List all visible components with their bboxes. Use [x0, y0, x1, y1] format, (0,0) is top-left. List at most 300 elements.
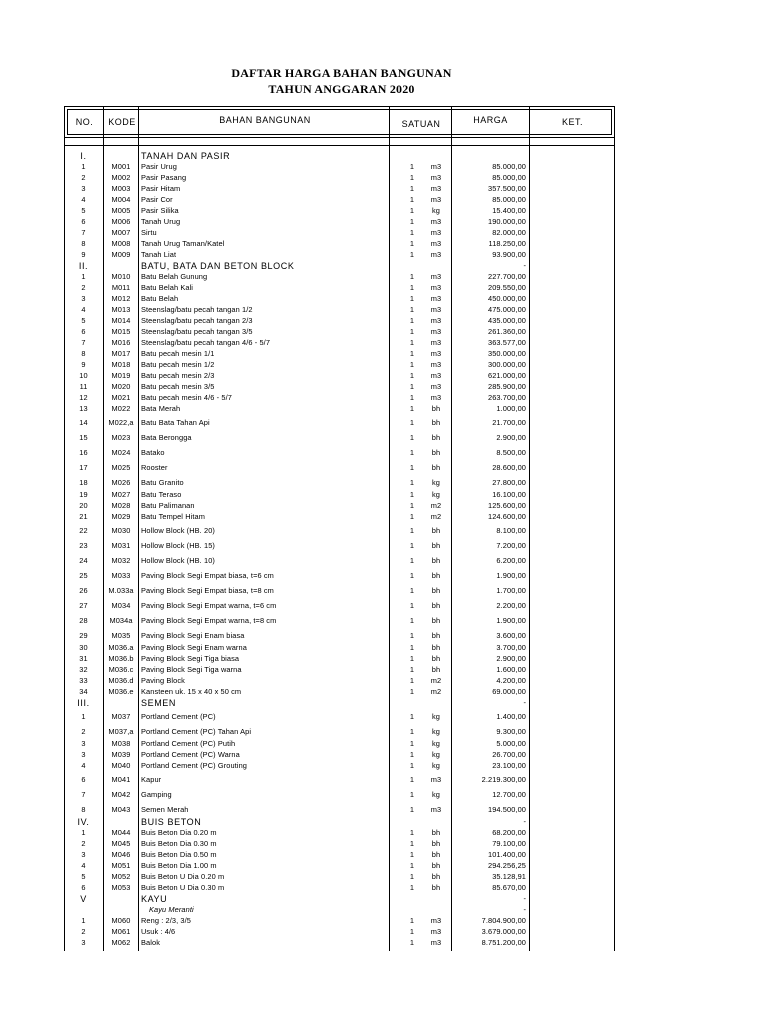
row-qty: 1	[409, 739, 415, 748]
row-qty: 1	[409, 556, 415, 565]
row-bahan: Usuk : 4/6	[141, 927, 176, 936]
row-harga: 1.900,00	[496, 616, 526, 625]
row-kode: M053	[111, 883, 131, 892]
header-no: NO.	[75, 117, 94, 127]
row-harga: 294.256,25	[488, 861, 526, 870]
row-kode: M039	[111, 750, 131, 759]
row-bahan: Buis Beton Dia 0.30 m	[141, 839, 217, 848]
row-bahan: Bata Merah	[141, 404, 181, 413]
row-satuan: bh	[431, 463, 441, 472]
row-satuan: m3	[430, 184, 442, 193]
row-harga: 125.600,00	[488, 501, 526, 510]
row-satuan: bh	[431, 654, 441, 663]
row-harga: 118.250,00	[488, 239, 526, 248]
row-bahan: TANAH DAN PASIR	[141, 151, 231, 161]
row-harga: 15.400,00	[492, 206, 526, 215]
row-bahan: Paving Block Segi Enam warna	[141, 643, 247, 652]
row-kode: M041	[111, 775, 131, 784]
row-bahan: Batu pecah mesin 4/6 - 5/7	[141, 393, 232, 402]
row-qty: 1	[409, 239, 415, 248]
row-kode: M038	[111, 739, 131, 748]
row-qty: 1	[409, 382, 415, 391]
row-no: 4	[81, 861, 86, 870]
row-satuan: bh	[431, 571, 441, 580]
row-bahan: Semen Merah	[141, 805, 189, 814]
row-satuan: bh	[431, 861, 441, 870]
row-harga: 300.000,00	[488, 360, 526, 369]
row-no: III.	[77, 698, 90, 708]
row-no: 5	[81, 206, 86, 215]
row-kode: M034a	[109, 616, 133, 625]
row-satuan: kg	[431, 712, 440, 721]
row-harga: 1.700,00	[496, 586, 526, 595]
row-bahan: Tanah Liat	[141, 250, 177, 259]
row-kode: M005	[111, 206, 131, 215]
row-qty: 1	[409, 805, 415, 814]
row-kode: M018	[111, 360, 131, 369]
row-no: 32	[79, 665, 88, 674]
row-satuan: m2	[430, 676, 442, 685]
row-no: 2	[81, 727, 86, 736]
row-kode: M035	[111, 631, 131, 640]
row-satuan: m3	[430, 162, 442, 171]
row-bahan: Batu Palimanan	[141, 501, 195, 510]
row-bahan: Hollow Block (HB. 10)	[141, 556, 215, 565]
row-qty: 1	[409, 828, 415, 837]
row-satuan: bh	[431, 418, 441, 427]
row-satuan: m3	[430, 316, 442, 325]
row-bahan: Kansteen uk. 15 x 40 x 50 cm	[141, 687, 242, 696]
row-kode: M036.a	[108, 643, 134, 652]
row-kode: M003	[111, 184, 131, 193]
row-no: 19	[79, 490, 88, 499]
row-harga: 363.577,00	[488, 338, 526, 347]
row-qty: 1	[409, 927, 415, 936]
row-satuan: m3	[430, 382, 442, 391]
row-no: 2	[81, 839, 86, 848]
row-no: I.	[80, 151, 87, 161]
row-no: 29	[79, 631, 88, 640]
header-kode: KODE	[108, 117, 136, 127]
row-no: 7	[81, 790, 86, 799]
row-bahan: Buis Beton Dia 0.50 m	[141, 850, 217, 859]
row-satuan: kg	[431, 727, 440, 736]
row-kode: M013	[111, 305, 131, 314]
row-kode: M037,a	[108, 727, 134, 736]
row-kode: M022,a	[108, 418, 134, 427]
row-no: 12	[79, 393, 88, 402]
row-harga: 23.100,00	[492, 761, 526, 770]
row-harga: 12.700,00	[492, 790, 526, 799]
row-harga: 85.000,00	[492, 173, 526, 182]
row-no: 24	[79, 556, 88, 565]
row-harga: 101.400,00	[488, 850, 526, 859]
row-no: 1	[81, 916, 86, 925]
row-no: 5	[81, 872, 86, 881]
row-qty: 1	[409, 654, 415, 663]
row-no: 21	[79, 512, 88, 521]
row-bahan: Hollow Block (HB. 20)	[141, 526, 215, 535]
row-no: 7	[81, 338, 86, 347]
row-kode: M025	[111, 463, 131, 472]
row-satuan: kg	[431, 790, 440, 799]
row-satuan: bh	[431, 872, 441, 881]
row-harga: 16.100,00	[492, 490, 526, 499]
row-no: 3	[81, 938, 86, 947]
row-harga: 8.500,00	[496, 448, 526, 457]
row-kode: M031	[111, 541, 131, 550]
row-kode: M052	[111, 872, 131, 881]
row-bahan: Paving Block Segi Tiga warna	[141, 665, 242, 674]
row-kode: M010	[111, 272, 131, 281]
row-qty: 1	[409, 349, 415, 358]
row-satuan: m3	[430, 938, 442, 947]
row-satuan: bh	[431, 631, 441, 640]
row-satuan: bh	[431, 828, 441, 837]
row-qty: 1	[409, 294, 415, 303]
row-qty: 1	[409, 393, 415, 402]
row-qty: 1	[409, 775, 415, 784]
row-satuan: m3	[430, 217, 442, 226]
row-qty: 1	[409, 305, 415, 314]
row-bahan: Paving Block Segi Empat warna, t=8 cm	[141, 616, 277, 625]
row-qty: 1	[409, 541, 415, 550]
row-no: 33	[79, 676, 88, 685]
row-harga: 3.679.000,00	[481, 927, 526, 936]
row-kode: M029	[111, 512, 131, 521]
row-bahan: Batu Bata Tahan Api	[141, 418, 210, 427]
row-satuan: m3	[430, 305, 442, 314]
row-qty: 1	[409, 872, 415, 881]
row-harga: -	[523, 261, 526, 270]
row-harga: 82.000,00	[492, 228, 526, 237]
row-satuan: m3	[430, 195, 442, 204]
row-harga: 263.700,00	[488, 393, 526, 402]
row-harga: -	[523, 698, 526, 707]
row-harga: 435.000,00	[488, 316, 526, 325]
row-kode: M017	[111, 349, 131, 358]
row-kode: M036.c	[108, 665, 134, 674]
row-qty: 1	[409, 790, 415, 799]
row-harga: 69.000,00	[492, 687, 526, 696]
row-satuan: bh	[431, 448, 441, 457]
row-qty: 1	[409, 250, 415, 259]
row-no: 2	[81, 927, 86, 936]
header-satuan: SATUAN	[401, 119, 441, 129]
document-subtitle: TAHUN ANGGARAN 2020	[268, 82, 415, 96]
row-kode: M021	[111, 393, 131, 402]
row-qty: 1	[409, 883, 415, 892]
row-harga: 621.000,00	[488, 371, 526, 380]
row-bahan: Batu Belah	[141, 294, 179, 303]
row-kode: M015	[111, 327, 131, 336]
row-satuan: bh	[431, 586, 441, 595]
header-bahan: BAHAN BANGUNAN	[219, 115, 311, 125]
row-qty: 1	[409, 512, 415, 521]
row-bahan: Gamping	[141, 790, 172, 799]
row-kode: M006	[111, 217, 131, 226]
row-no: 16	[79, 448, 88, 457]
row-satuan: bh	[431, 616, 441, 625]
row-kode: M001	[111, 162, 131, 171]
row-no: 10	[79, 371, 88, 380]
row-kode: M.033a	[108, 586, 134, 595]
row-harga: 285.900,00	[488, 382, 526, 391]
row-kode: M022	[111, 404, 131, 413]
row-qty: 1	[409, 448, 415, 457]
row-bahan: Kayu Meranti	[149, 905, 194, 914]
row-kode: M014	[111, 316, 131, 325]
row-qty: 1	[409, 338, 415, 347]
row-no: 31	[79, 654, 88, 663]
row-qty: 1	[409, 206, 415, 215]
row-kode: M032	[111, 556, 131, 565]
row-bahan: Portland Cement (PC) Warna	[141, 750, 240, 759]
row-harga: 8.751.200,00	[481, 938, 526, 947]
row-qty: 1	[409, 217, 415, 226]
row-harga: 68.200,00	[492, 828, 526, 837]
row-bahan: Kapur	[141, 775, 162, 784]
row-qty: 1	[409, 184, 415, 193]
row-harga: 3.700,00	[496, 643, 526, 652]
row-qty: 1	[409, 712, 415, 721]
row-bahan: Batu Tempel Hitam	[141, 512, 205, 521]
row-no: 3	[81, 739, 86, 748]
row-qty: 1	[409, 228, 415, 237]
row-bahan: Batu Teraso	[141, 490, 182, 499]
row-bahan: Buis Beton Dia 0.20 m	[141, 828, 217, 837]
row-kode: M024	[111, 448, 131, 457]
row-qty: 1	[409, 665, 415, 674]
row-no: 2	[81, 173, 86, 182]
row-satuan: m3	[430, 349, 442, 358]
row-satuan: m3	[430, 338, 442, 347]
row-kode: M061	[111, 927, 131, 936]
row-bahan: BUIS BETON	[141, 817, 202, 827]
row-bahan: Pasir Silika	[141, 206, 179, 215]
row-harga: 85.000,00	[492, 162, 526, 171]
row-bahan: Batu pecah mesin 2/3	[141, 371, 215, 380]
row-qty: 1	[409, 861, 415, 870]
row-qty: 1	[409, 586, 415, 595]
row-qty: 1	[409, 676, 415, 685]
row-satuan: bh	[431, 433, 441, 442]
row-no: 22	[79, 526, 88, 535]
row-kode: M009	[111, 250, 131, 259]
row-bahan: Portland Cement (PC) Tahan Api	[141, 727, 252, 736]
row-harga: 3.600,00	[496, 631, 526, 640]
row-kode: M030	[111, 526, 131, 535]
row-bahan: Paving Block Segi Empat biasa, t=6 cm	[141, 571, 274, 580]
row-no: 13	[79, 404, 88, 413]
row-no: 4	[81, 195, 86, 204]
row-no: 1	[81, 272, 86, 281]
row-bahan: Batu pecah mesin 1/1	[141, 349, 215, 358]
row-no: 34	[79, 687, 88, 696]
row-bahan: Paving Block Segi Enam biasa	[141, 631, 245, 640]
row-harga: 124.600,00	[488, 512, 526, 521]
row-bahan: Sirtu	[141, 228, 157, 237]
row-no: IV.	[77, 817, 90, 827]
row-harga: 450.000,00	[488, 294, 526, 303]
row-no: 6	[81, 327, 86, 336]
row-kode: M019	[111, 371, 131, 380]
row-satuan: m3	[430, 173, 442, 182]
row-qty: 1	[409, 463, 415, 472]
row-no: 7	[81, 228, 86, 237]
row-qty: 1	[409, 195, 415, 204]
row-bahan: Steenslag/batu pecah tangan 4/6 - 5/7	[141, 338, 271, 347]
row-bahan: Tanah Urug	[141, 217, 181, 226]
row-bahan: Portland Cement (PC)	[141, 712, 216, 721]
row-harga: 2.900,00	[496, 654, 526, 663]
row-qty: 1	[409, 643, 415, 652]
row-bahan: Pasir Hitam	[141, 184, 181, 193]
row-bahan: Portland Cement (PC) Grouting	[141, 761, 248, 770]
row-bahan: KAYU	[141, 894, 168, 904]
row-qty: 1	[409, 938, 415, 947]
row-satuan: bh	[431, 404, 441, 413]
row-bahan: Batako	[141, 448, 165, 457]
row-bahan: Batu Belah Gunung	[141, 272, 208, 281]
row-satuan: bh	[431, 601, 441, 610]
row-harga: 21.700,00	[492, 418, 526, 427]
row-bahan: Steenslag/batu pecah tangan 2/3	[141, 316, 253, 325]
row-bahan: Buis Beton Dia 1.00 m	[141, 861, 217, 870]
row-qty: 1	[409, 404, 415, 413]
row-kode: M016	[111, 338, 131, 347]
row-no: 1	[81, 712, 86, 721]
row-no: 4	[81, 761, 86, 770]
row-harga: 8.100,00	[496, 526, 526, 535]
row-harga: 4.200,00	[496, 676, 526, 685]
row-bahan: Buis Beton U Dia 0.20 m	[141, 872, 225, 881]
row-satuan: m3	[430, 239, 442, 248]
row-satuan: bh	[431, 643, 441, 652]
row-harga: -	[523, 905, 526, 914]
row-satuan: kg	[431, 750, 440, 759]
row-satuan: bh	[431, 541, 441, 550]
row-satuan: kg	[431, 206, 440, 215]
row-harga: 7.804.900,00	[481, 916, 526, 925]
row-no: 3	[81, 850, 86, 859]
row-satuan: m3	[430, 294, 442, 303]
row-satuan: m3	[430, 283, 442, 292]
row-kode: M036.e	[108, 687, 134, 696]
row-bahan: Portland Cement (PC) Putih	[141, 739, 236, 748]
row-satuan: m3	[430, 250, 442, 259]
row-satuan: m3	[430, 393, 442, 402]
row-harga: 190.000,00	[488, 217, 526, 226]
row-no: 6	[81, 883, 86, 892]
row-qty: 1	[409, 750, 415, 759]
row-kode: M007	[111, 228, 131, 237]
row-qty: 1	[409, 283, 415, 292]
row-bahan: Paving Block Segi Tiga biasa	[141, 654, 240, 663]
row-kode: M023	[111, 433, 131, 442]
row-satuan: m3	[430, 371, 442, 380]
row-harga: 85.000,00	[492, 195, 526, 204]
row-harga: -	[523, 894, 526, 903]
row-kode: M046	[111, 850, 131, 859]
row-satuan: m3	[430, 916, 442, 925]
row-kode: M051	[111, 861, 131, 870]
row-kode: M008	[111, 239, 131, 248]
row-qty: 1	[409, 850, 415, 859]
row-qty: 1	[409, 916, 415, 925]
row-bahan: Steenslag/batu pecah tangan 3/5	[141, 327, 253, 336]
row-no: 11	[79, 382, 88, 391]
row-kode: M026	[111, 478, 131, 487]
row-satuan: kg	[431, 761, 440, 770]
row-satuan: bh	[431, 883, 441, 892]
header-ket: KET.	[561, 117, 583, 127]
row-bahan: Paving Block Segi Empat biasa, t=8 cm	[141, 586, 274, 595]
row-kode: M062	[111, 938, 131, 947]
row-harga: 79.100,00	[492, 839, 526, 848]
row-no: 6	[81, 775, 86, 784]
row-qty: 1	[409, 526, 415, 535]
row-satuan: bh	[431, 556, 441, 565]
row-harga: 1.000,00	[496, 404, 526, 413]
row-no: 28	[79, 616, 88, 625]
row-no: 3	[81, 184, 86, 193]
document-title: DAFTAR HARGA BAHAN BANGUNAN	[231, 66, 452, 80]
row-harga: 350.000,00	[488, 349, 526, 358]
row-qty: 1	[409, 327, 415, 336]
row-harga: 227.700,00	[488, 272, 526, 281]
row-no: V	[80, 894, 87, 904]
row-qty: 1	[409, 490, 415, 499]
row-kode: M002	[111, 173, 131, 182]
row-no: 26	[79, 586, 88, 595]
row-satuan: kg	[431, 739, 440, 748]
row-bahan: Paving Block	[141, 676, 185, 685]
row-harga: 85.670,00	[492, 883, 526, 892]
row-bahan: Batu Granito	[141, 478, 184, 487]
row-no: 18	[79, 478, 88, 487]
row-kode: M044	[111, 828, 131, 837]
row-harga: 26.700,00	[492, 750, 526, 759]
row-harga: 475.000,00	[488, 305, 526, 314]
row-bahan: Pasir Pasang	[141, 173, 187, 182]
row-harga: 194.500,00	[488, 805, 526, 814]
row-kode: M033	[111, 571, 131, 580]
row-bahan: Rooster	[141, 463, 168, 472]
row-kode: M036.d	[108, 676, 134, 685]
row-satuan: kg	[431, 478, 440, 487]
row-no: 30	[79, 643, 88, 652]
row-kode: M011	[111, 283, 131, 292]
row-qty: 1	[409, 433, 415, 442]
row-satuan: m3	[430, 327, 442, 336]
row-harga: 5.000,00	[496, 739, 526, 748]
row-no: 1	[81, 162, 86, 171]
row-no: 2	[81, 283, 86, 292]
row-no: 8	[81, 349, 86, 358]
row-no: 25	[79, 571, 88, 580]
row-satuan: m3	[430, 272, 442, 281]
row-harga: 2.219.300,00	[481, 775, 526, 784]
row-bahan: Buis Beton U Dia 0.30 m	[141, 883, 225, 892]
row-harga: 6.200,00	[496, 556, 526, 565]
row-satuan: bh	[431, 850, 441, 859]
row-harga: 93.900,00	[492, 250, 526, 259]
row-qty: 1	[409, 601, 415, 610]
row-qty: 1	[409, 478, 415, 487]
row-satuan: kg	[431, 490, 440, 499]
row-no: 23	[79, 541, 88, 550]
